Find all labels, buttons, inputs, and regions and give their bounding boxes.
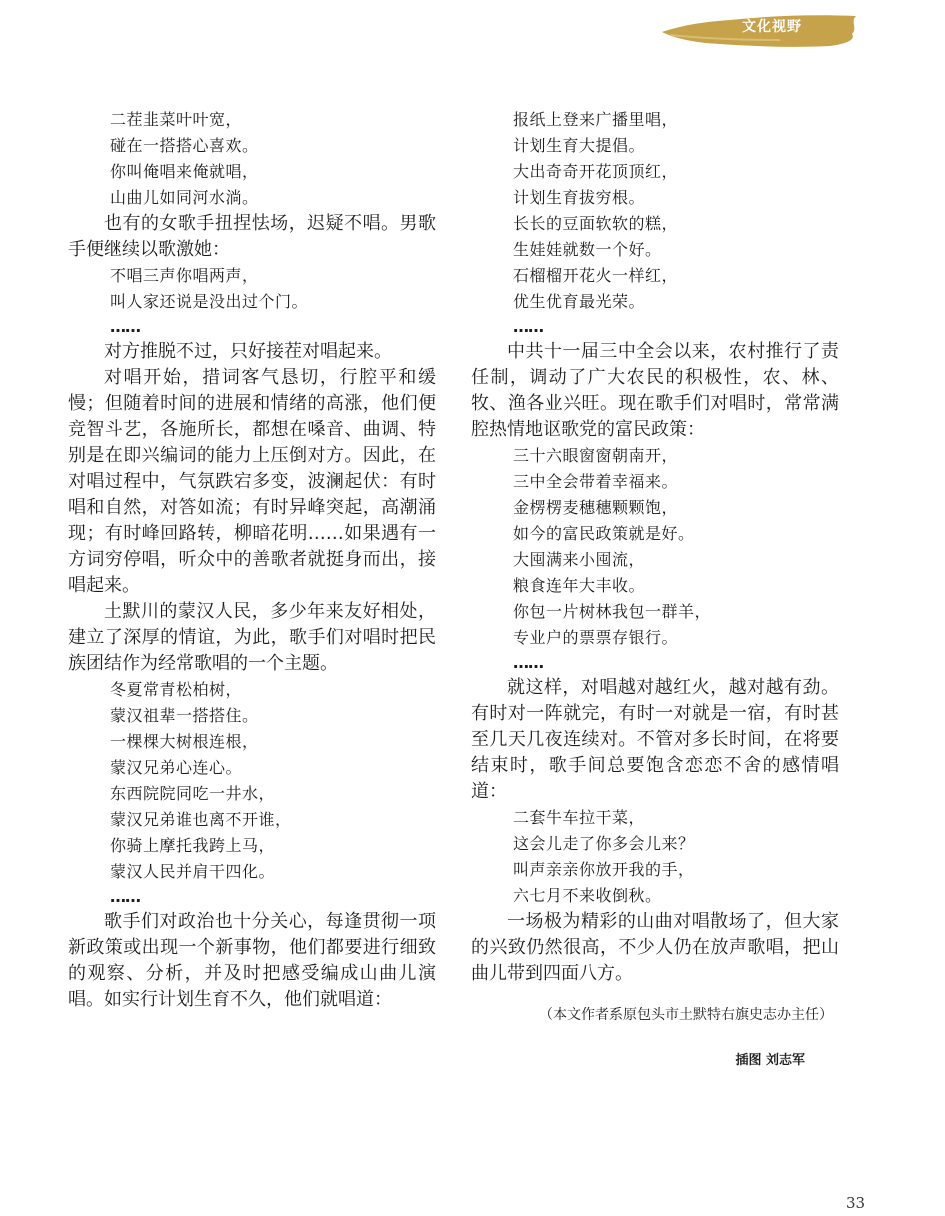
paragraph: 中共十一届三中全会以来，农村推行了责任制，调动了广大农民的积极性，农、林、牧、渔各业兴旺。现在歌手们对唱时，常常满腔热情地讴歌党的富民政策：	[471, 341, 839, 440]
paragraph: 对唱开始，措词客气恳切，行腔平和缓慢；但随着时间的进展和情绪的高涨，他们便竞智斗艺，各施所长，都想在嗓音、曲调、特别是在即兴编词的能力上压倒对方。因此，在对唱过程中，气氛跌宕多变，波澜起伏：有时唱和自然，对答如流；有时异峰突起，高潮涌现；有时峰回路转，柳暗花明……如果遇有一方词穷停唱，听众中的善歌者就挺身而出，接唱起来。	[68, 367, 436, 596]
verse-line: 东西院院同吃一井水，	[110, 784, 276, 803]
verse-line: 大出奇奇开花顶顶红，	[513, 162, 679, 181]
section-banner	[660, 10, 860, 50]
ellipsis-marker: ……	[110, 317, 140, 336]
verse-line: 长长的豆面软软的糕，	[513, 214, 679, 233]
verse-line: 生娃娃就数一个好。	[513, 240, 662, 259]
verse-line: 三十六眼窗窗朝南开，	[513, 446, 679, 465]
verse-line: 大囤满来小囤流，	[513, 550, 646, 569]
verse-line: 粮食连年大丰收。	[513, 576, 646, 595]
ellipsis-marker: ……	[110, 887, 140, 906]
verse-line: 叫声亲亲你放开我的手，	[513, 860, 695, 879]
illustration-credit: 插图 刘志军	[735, 1053, 805, 1068]
ellipsis-marker: ……	[513, 653, 543, 672]
verse-line: 计划生育拔穷根。	[513, 188, 646, 207]
paragraph: 就这样，对唱越对越红火，越对越有劲。有时对一阵就完，有时一对就是一宿，有时甚至几天几夜连续对。不管对多长时间，在将要结束时，歌手间总要饱含恋恋不舍的感情唱道：	[471, 677, 839, 802]
paragraph: 一场极为精彩的山曲对唱散场了，但大家的兴致仍然很高，不少人仍在放声歌唱，把山曲儿带到四面八方。	[471, 911, 839, 984]
verse-line: 二套牛车拉干菜，	[513, 808, 646, 827]
verse-line: 六七月不来收倒秋。	[513, 886, 662, 905]
verse-line: 不唱三声你唱两声，	[110, 266, 259, 285]
verse-line: 山曲儿如同河水淌。	[110, 188, 259, 207]
verse-line: 石榴榴开花火一样红，	[513, 266, 679, 285]
verse-line: 蒙汉人民并肩干四化。	[110, 862, 276, 881]
verse-line: 碰在一搭搭心喜欢。	[110, 136, 259, 155]
page-number: 33	[846, 1194, 866, 1212]
author-note: （本文作者系原包头市土默特右旗史志办主任）	[539, 1007, 833, 1023]
verse-line: 二茬韭菜叶叶宽，	[110, 110, 243, 129]
verse-line: 你叫俺唱来俺就唱，	[110, 162, 259, 181]
verse-line: 蒙汉祖辈一搭搭住。	[110, 706, 259, 725]
verse-line: 蒙汉兄弟心连心。	[110, 758, 243, 777]
ellipsis-marker: ……	[513, 317, 543, 336]
verse-line: 金楞楞麦穗穗颗颗饱，	[513, 498, 679, 517]
verse-line: 叫人家还说是没出过个门。	[110, 292, 309, 311]
verse-line: 冬夏常青松柏树，	[110, 680, 243, 699]
verse-line: 专业户的票票存银行。	[513, 628, 679, 647]
verse-line: 蒙汉兄弟谁也离不开谁，	[110, 810, 292, 829]
right-column	[471, 107, 839, 1068]
paragraph: 也有的女歌手扭捏怯场，迟疑不唱。男歌手便继续以歌激她：	[68, 213, 436, 260]
paragraph: 对方推脱不过，只好接茬对唱起来。	[104, 341, 392, 362]
verse-line: 优生优育最光荣。	[513, 292, 646, 311]
paragraph: 歌手们对政治也十分关心，每逢贯彻一项新政策或出现一个新事物，他们都要进行细致的观察、分析，并及时把感受编成山曲儿演唱。如实行计划生育不久，他们就唱道：	[68, 911, 436, 1010]
verse-line: 一棵棵大树根连根，	[110, 732, 259, 751]
verse-line: 如今的富民政策就是好。	[513, 524, 695, 543]
verse-line: 这会儿走了你多会儿来？	[513, 834, 695, 853]
verse-line: 你骑上摩托我跨上马，	[110, 836, 276, 855]
section-label: 文化视野	[742, 19, 802, 35]
verse-line: 三中全会带着幸福来。	[513, 472, 679, 491]
left-column	[68, 107, 436, 1013]
paragraph: 土默川的蒙汉人民，多少年来友好相处，建立了深厚的情谊，为此，歌手们对唱时把民族团结作为经常歌唱的一个主题。	[68, 601, 436, 674]
verse-line: 计划生育大提倡。	[513, 136, 646, 155]
right-column-body	[471, 107, 839, 987]
verse-line: 报纸上登来广播里唱，	[513, 110, 679, 129]
verse-line: 你包一片树林我包一群羊，	[513, 602, 712, 621]
